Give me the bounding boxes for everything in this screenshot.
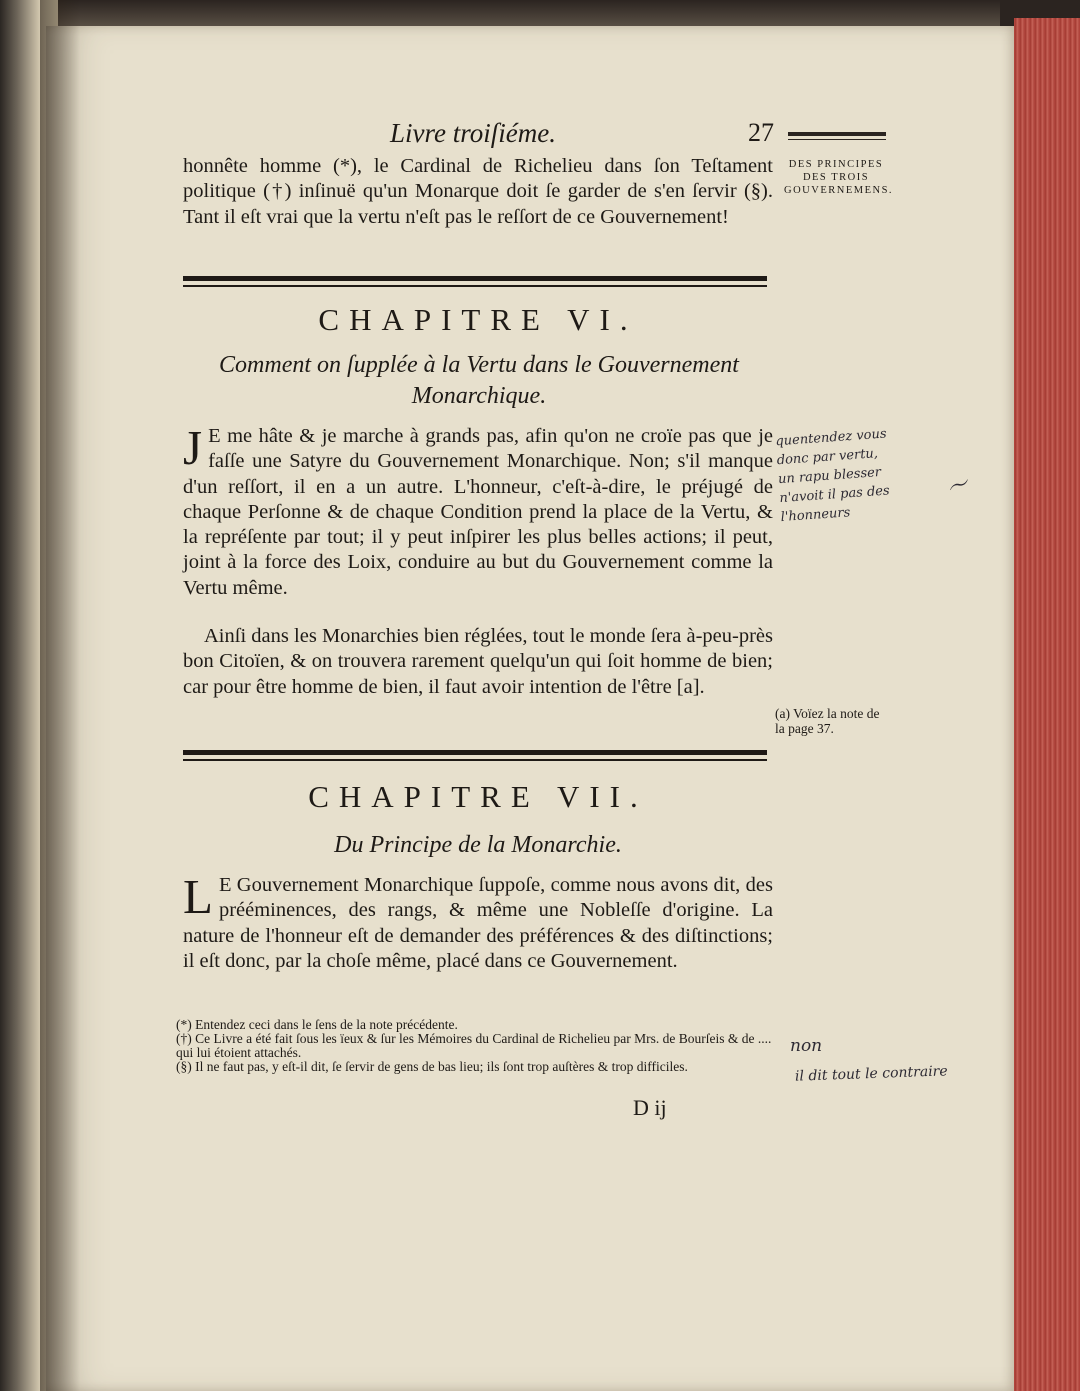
chapter6-rule-thin <box>183 285 767 287</box>
top-band <box>0 0 1080 28</box>
sidenote-a: (a) Voïez la note de la page 37. <box>775 706 880 736</box>
spine-shadow <box>40 0 80 1391</box>
chapter6-rule <box>183 276 767 281</box>
chapter6-dropcap: J <box>183 420 203 475</box>
intro-paragraph: honnête homme (*), le Cardinal de Richelieu dans ſon Teſtament politique (†) inſinuë qu'un Monarque doit ſe garder de s'en ſervir (§). Tant il eſt vrai que la vertu n'eſt pas le reſſort de ce Gouvernement! <box>183 155 773 228</box>
handwritten-margin-note: quentendez vous donc par vertu, un rapu blesser n'avoit il pas des l'honneurs <box>774 426 891 526</box>
chapter7-heading: CHAPITRE VII. <box>308 779 648 814</box>
footnote: (†) Ce Livre a été fait ſous les ïeux & ſur les Mémoires du Cardinal de Richelieu par Mrs. de Bourſeis & de .... qui lui étoient attachés. <box>176 1031 772 1060</box>
running-title: Livre troiſiéme. <box>390 118 556 148</box>
sidenote-principes: DES PRINCIPES DES TROIS GOUVERNEMENS. <box>784 159 894 196</box>
chapter7-rule-thin <box>183 759 767 761</box>
page-number: 27 <box>748 118 774 147</box>
chapter6-heading: CHAPITRE VI. <box>318 302 638 337</box>
chapter7-paragraph-1 <box>183 869 773 974</box>
red-page-edges <box>1014 18 1080 1391</box>
footnote: (*) Entendez ceci dans le ſens de la note précédente. <box>176 1017 458 1032</box>
handwritten-bottom-line: il dit tout le contraire <box>794 1063 948 1085</box>
footnotes <box>176 1018 772 1074</box>
header-rule <box>788 132 886 136</box>
chapter6-paragraph-2: Ainſi dans les Monarchies bien réglées, tout le monde ſera à-peu-près bon Citoïen, & on trouvera rarement quelqu'un qui ſoit homme de bien; car pour être homme de bien, il faut avoir intention de l'être [a]. <box>183 625 773 698</box>
header-rule-thin <box>788 139 886 140</box>
chapter7-subtitle: Du Principe de la Monarchie. <box>334 832 622 858</box>
handwritten-non: non <box>790 1036 823 1056</box>
chapter7-para1-text: E Gouvernement Monarchique ſuppoſe, comme nous avons dit, des prééminences, des rangs, & même une Nobleſſe d'origine. La nature de l'honneur eſt de demander des préférences & des diſtinctions; il eſt donc, par la choſe même, placé dans ce Gouvernement. <box>183 874 773 972</box>
chapter7-rule <box>183 750 767 755</box>
chapter6-subtitle: Comment on ſupplée à la Vertu dans le Gouvernement Monarchique. <box>219 352 739 409</box>
chapter6-para1-text: E me hâte & je marche à grands pas, afin qu'on ne croïe pas que je faſſe une Satyre du Gouvernement Monarchique. Non; s'il manque d'un reſſort, il en a un autre. L'honneur, c'eſt-à-dire, le préjugé de chaque Perſonne & de chaque Condition prend la place de la Vertu, & la repréſente par tout; il y peut inſpirer les plus belles actions; il peut, joint à la force des Loix, conduire au but du Gouvernement comme la Vertu même. <box>183 425 773 599</box>
signature-mark: D ij <box>633 1095 667 1120</box>
chapter7-dropcap: L <box>183 869 213 924</box>
handwritten-quill-mark: 〜 <box>942 471 974 504</box>
chapter6-paragraph-1 <box>183 420 773 601</box>
footnote: (§) Il ne faut pas, y eſt-il dit, ſe ſervir de gens de bas lieu; ils ſont trop auſtères & trop difficiles. <box>176 1059 688 1074</box>
